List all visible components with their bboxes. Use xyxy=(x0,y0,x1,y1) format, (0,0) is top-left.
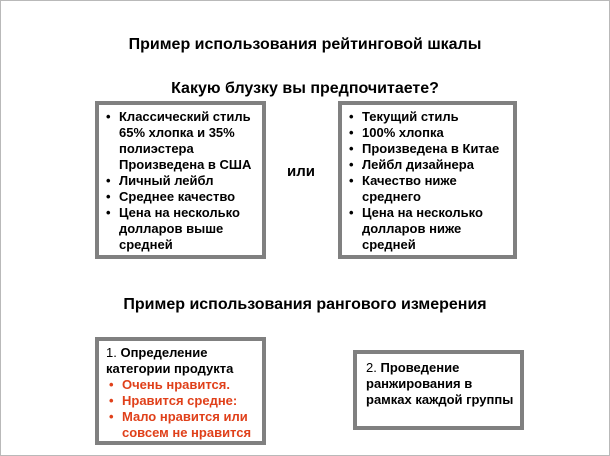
step1-box xyxy=(95,337,266,445)
option-right-item: • Произведена в Китае xyxy=(346,141,507,157)
step1-header xyxy=(106,345,256,377)
option-right-box xyxy=(338,101,517,259)
option-right-item: • Текущий стиль xyxy=(346,109,507,125)
option-right-item: • Цена на несколько долларов ниже средней xyxy=(346,205,507,253)
step1-list xyxy=(106,377,256,441)
or-label: или xyxy=(287,163,315,180)
step1-label: Определение категории продукта xyxy=(106,345,234,376)
step1-item: • Очень нравится. xyxy=(106,377,256,393)
rank-title: Пример использования рангового измерения xyxy=(123,296,487,313)
option-left-item: • Среднее качество xyxy=(103,189,256,205)
step1-number: 1. xyxy=(106,345,117,360)
option-right-item: • Качество ниже среднего xyxy=(346,173,507,205)
option-right-item: • 100% хлопка xyxy=(346,125,507,141)
question-heading: Какую блузку вы предпочитаете? xyxy=(171,80,439,97)
option-right-list xyxy=(346,109,507,253)
option-left-item: • Личный лейбл xyxy=(103,173,256,189)
step1-item: • Мало нравится или совсем не нравится xyxy=(106,409,256,441)
option-left-item: • Цена на несколько долларов выше средней xyxy=(103,205,256,253)
option-left-item: • Классический стиль 65% хлопка и 35% полиэстера Произведена в США xyxy=(103,109,256,173)
step1-item: • Нравится средне: xyxy=(106,393,256,409)
slide-title: Пример использования рейтинговой шкалы xyxy=(128,36,482,53)
step2-header xyxy=(366,360,514,408)
option-left-list xyxy=(103,109,256,253)
step2-label: Проведение ранжирования в рамках каждой группы xyxy=(366,360,514,407)
option-left-box xyxy=(95,101,266,259)
step2-box xyxy=(353,350,524,430)
step2-number: 2. xyxy=(366,360,377,375)
option-right-item: • Лейбл дизайнера xyxy=(346,157,507,173)
